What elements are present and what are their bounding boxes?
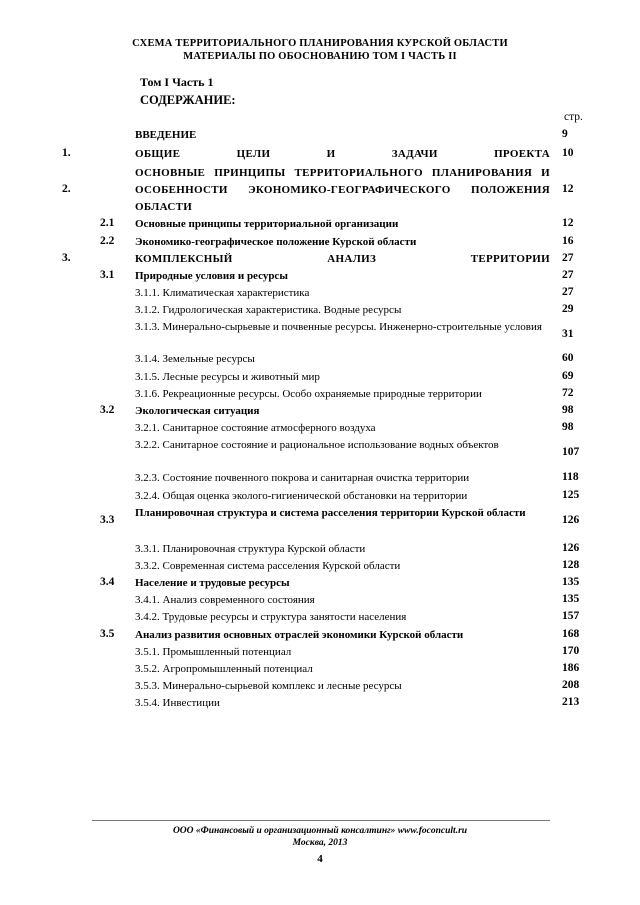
toc-chapter-number: 1.	[62, 146, 71, 159]
toc-page-number: 60	[562, 351, 574, 364]
toc-section-number: 2.2	[100, 234, 115, 247]
toc-entry-title: 3.1.6. Рекреационные ресурсы. Особо охраняемые природные территории	[135, 388, 482, 400]
doc-header-title: СХЕМА ТЕРРИТОРИАЛЬНОГО ПЛАНИРОВАНИЯ КУРСКОЙ ОБЛАСТИ	[132, 38, 508, 49]
footer-city-year: Москва, 2013	[292, 838, 348, 848]
toc-entry-title: 3.5.4. Инвестиции	[135, 697, 220, 709]
toc-page-number: 27	[562, 285, 574, 298]
toc-section-number: 2.1	[100, 216, 115, 229]
toc-page-number: 98	[562, 420, 574, 433]
toc-page-number: 31	[562, 328, 574, 340]
toc-entry-title: Анализ развития основных отраслей экономики Курской области	[135, 629, 464, 641]
page-number: 4	[317, 853, 323, 865]
toc-entry-title: 3.5.1. Промышленный потенциал	[135, 646, 292, 658]
toc-page-number: 208	[562, 678, 580, 691]
toc-page-number: 98	[562, 403, 574, 416]
toc-page-number: 135	[562, 575, 580, 588]
toc-page-number: 168	[562, 627, 580, 640]
toc-page-number: 10	[562, 146, 574, 159]
toc-entry-title: 3.4.2. Трудовые ресурсы и структура занятости населения	[135, 611, 407, 623]
toc-section-number: 3.5	[100, 627, 115, 640]
toc-page-number: 27	[562, 268, 574, 281]
toc-entry-title: 3.2.2. Санитарное состояние и рациональное использование водных объектов	[135, 439, 499, 451]
toc-chapter-number: 3.	[62, 251, 71, 264]
toc-entry-title: ОБЩИЕ ЦЕЛИ И ЗАДАЧИ ПРОЕКТА	[135, 148, 550, 160]
toc-entry-title: 3.5.3. Минерально-сырьевой комплекс и лесные ресурсы	[135, 680, 402, 692]
toc-entry-title: Экологическая ситуация	[135, 405, 260, 417]
doc-header-subtitle: МАТЕРИАЛЫ ПО ОБОСНОВАНИЮ ТОМ I ЧАСТЬ II	[183, 51, 457, 62]
toc-entry-title: 3.3.1. Планировочная структура Курской области	[135, 543, 366, 555]
toc-chapter-number: 2.	[62, 182, 71, 195]
toc-section-number: 3.4	[100, 575, 115, 588]
toc-page-number: 128	[562, 558, 580, 571]
toc-page-number: 29	[562, 302, 574, 315]
volume-label: Том I Часть 1	[140, 75, 214, 89]
toc-page-number: 27	[562, 251, 574, 264]
toc-page-number: 135	[562, 592, 580, 605]
toc-entry-title: 3.1.4. Земельные ресурсы	[135, 353, 255, 365]
toc-section-number: 3.3	[100, 514, 115, 526]
toc-page-number: 69	[562, 369, 574, 382]
toc-page-number: 170	[562, 644, 580, 657]
toc-entry-title: 3.1.3. Минерально-сырьевые и почвенные ресурсы. Инженерно-строительные условия	[135, 321, 542, 333]
toc-entry-title: 3.1.1. Климатическая характеристика	[135, 287, 310, 299]
toc-page-number: 213	[562, 695, 580, 708]
toc-entry-title: 3.2.3. Состояние почвенного покрова и санитарная очистка территории	[135, 472, 470, 484]
toc-page-number: 9	[562, 127, 568, 140]
toc-page-number: 16	[562, 234, 574, 247]
toc-page-number: 126	[562, 541, 580, 554]
toc-section-number: 3.1	[100, 268, 115, 281]
toc-page-number: 125	[562, 488, 580, 501]
toc-entry-title: КОМПЛЕКСНЫЙ АНАЛИЗ ТЕРРИТОРИИ	[135, 253, 550, 265]
toc-page-number: 186	[562, 661, 580, 674]
toc-entry-title: 3.1.2. Гидрологическая характеристика. Водные ресурсы	[135, 304, 402, 316]
toc-page-number: 157	[562, 609, 580, 622]
toc-page-number: 126	[562, 514, 580, 526]
footer-divider	[92, 820, 550, 821]
toc-entry-title: ВВЕДЕНИЕ	[135, 129, 197, 141]
toc-entry-title: Планировочная структура и система расселения территории Курской области	[135, 507, 526, 519]
footer-company: ООО «Финансовый и организационный консалтинг» www.foconcult.ru	[172, 826, 468, 836]
contents-title: СОДЕРЖАНИЕ:	[140, 93, 236, 107]
toc-entry-title: 3.1.5. Лесные ресурсы и животный мир	[135, 371, 320, 383]
toc-entry-title: Природные условия и ресурсы	[135, 270, 288, 282]
toc-page-number: 107	[562, 446, 580, 458]
toc-page-number: 12	[562, 182, 574, 195]
toc-entry-title: 3.5.2. Агропромышленный потенциал	[135, 663, 313, 675]
toc-entry-title: 3.2.1. Санитарное состояние атмосферного воздуха	[135, 422, 376, 434]
toc-entry-title: 3.2.4. Общая оценка эколого-гигиенической обстановки на территории	[135, 490, 468, 502]
toc-entry-title: Экономико-географическое положение Курской области	[135, 236, 417, 248]
toc-section-number: 3.2	[100, 403, 115, 416]
page-column-label: стр.	[564, 111, 583, 123]
toc-entry-title: Основные принципы территориальной организации	[135, 218, 399, 230]
toc-entry-title: 3.3.2. Современная система расселения Курской области	[135, 560, 401, 572]
toc-entry-title: 3.4.1. Анализ современного состояния	[135, 594, 315, 606]
toc-entry-title: ОСНОВНЫЕ ПРИНЦИПЫ ТЕРРИТОРИАЛЬНОГО ПЛАНИРОВАНИЯ И ОСОБЕННОСТИ ЭКОНОМИКО-ГЕОГРАФИЧЕСКОГО ПОЛОЖЕНИЯ ОБЛАСТИ	[135, 167, 550, 213]
toc-page-number: 118	[562, 470, 579, 483]
toc-entry-title: Население и трудовые ресурсы	[135, 577, 290, 589]
toc-page-number: 72	[562, 386, 574, 399]
toc-page-number: 12	[562, 216, 574, 229]
